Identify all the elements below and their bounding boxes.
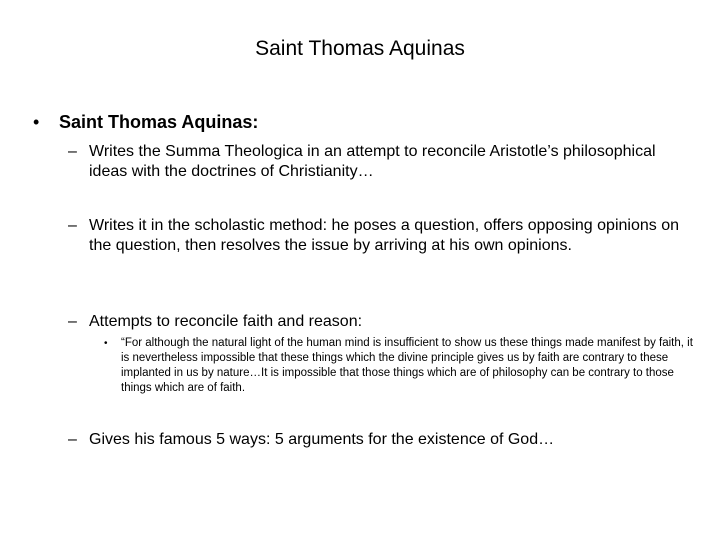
bullet-marker: •	[33, 112, 40, 132]
slide-title: Saint Thomas Aquinas	[255, 37, 465, 60]
sub-bullet-text: Attempts to reconcile faith and reason:	[89, 313, 363, 330]
sub-bullet-text: Writes it in the scholastic method: he poses a question, offers opposing opinions on the question, then resolves the issue by arriving at his own opinions.	[89, 217, 679, 254]
dash-marker: –	[68, 431, 77, 448]
quote-marker: •	[104, 338, 108, 349]
sub-bullet-text: Gives his famous 5 ways: 5 arguments for the existence of God…	[89, 431, 555, 448]
dash-marker: –	[68, 143, 77, 160]
main-bullet-text: Saint Thomas Aquinas:	[59, 112, 259, 132]
dash-marker: –	[68, 313, 77, 330]
quote-text: “For although the natural light of the human mind is insufficient to show us these things made manifest by faith, it is nevertheless impossible that these things which the divine principle gives us by faith are contrary to these implanted in us by nature…It is impossible that those things which are of philosophy can be contrary to those things which are of faith.	[121, 337, 693, 394]
dash-marker: –	[68, 217, 77, 234]
sub-bullet-text: Writes the Summa Theologica in an attempt to reconcile Aristotle’s philosophical ideas with the doctrines of Christianity…	[89, 143, 656, 180]
